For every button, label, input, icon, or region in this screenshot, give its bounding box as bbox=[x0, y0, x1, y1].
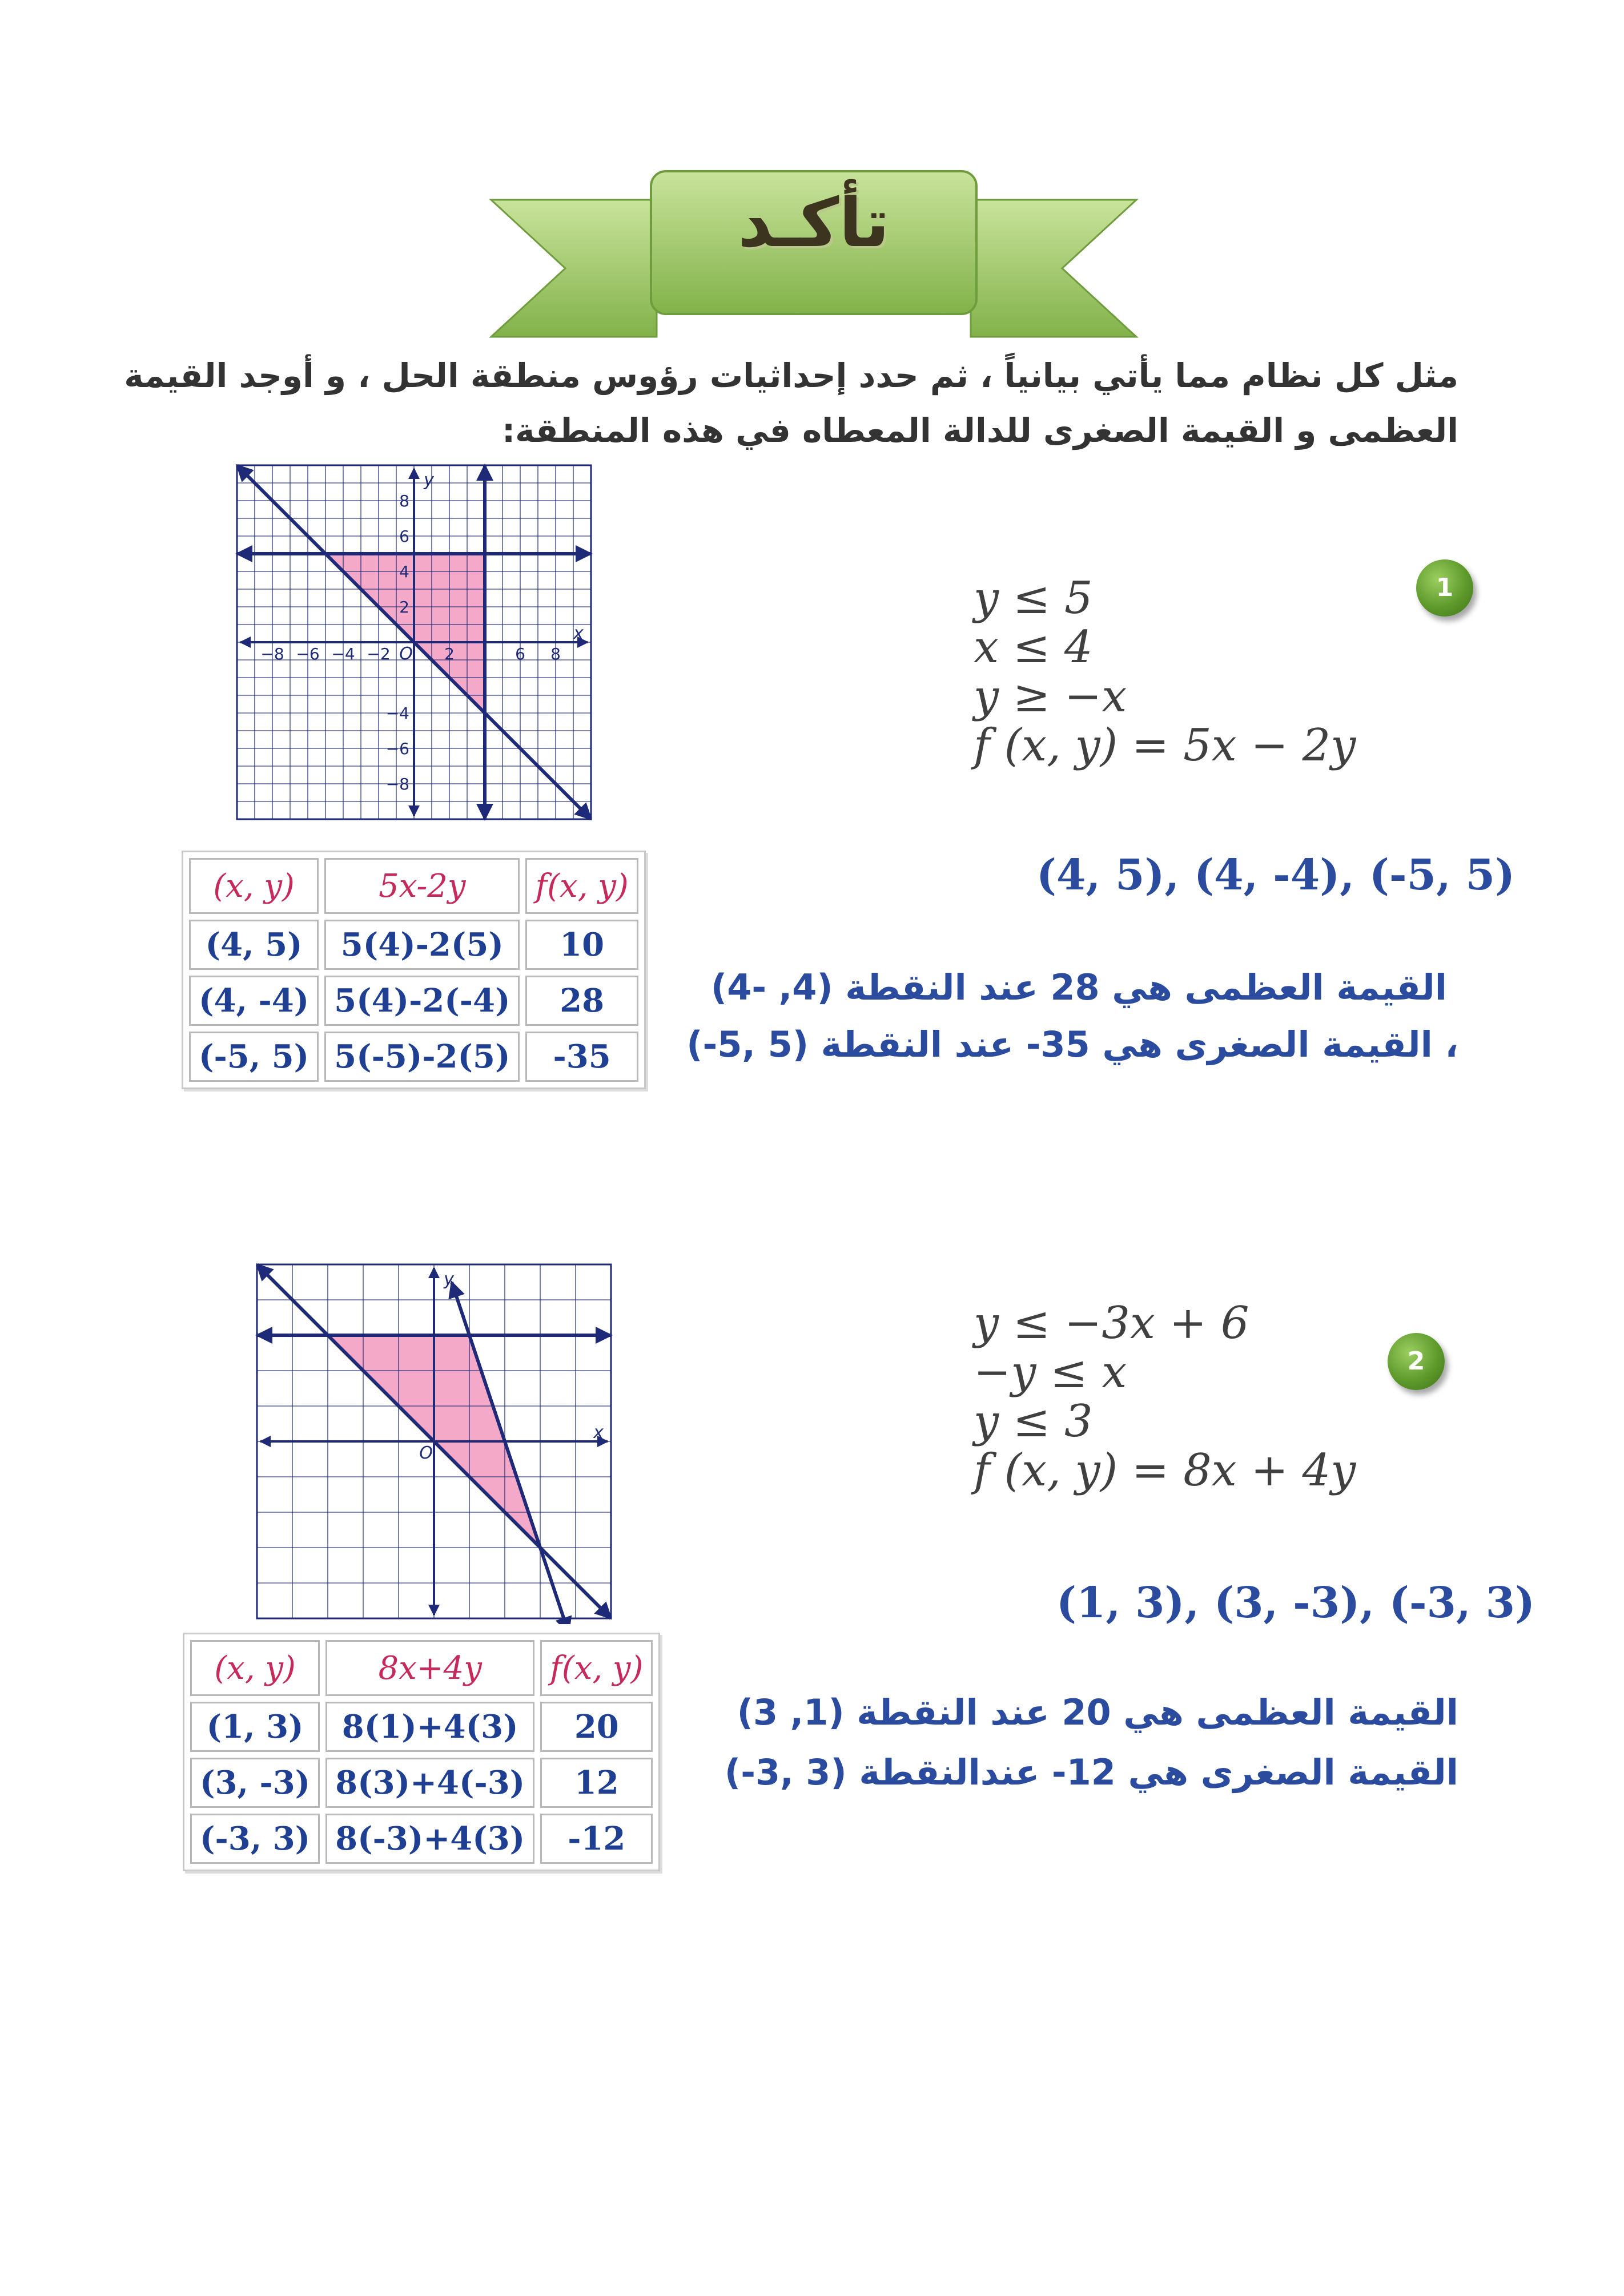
x-tick-label: −8 bbox=[260, 645, 284, 663]
problem-2-max: القيمة العظمى هي 20 عند النقطة (1, 3) bbox=[737, 1691, 1458, 1733]
y-tick-label: −6 bbox=[385, 739, 409, 758]
inequality: y ≤ 5 bbox=[974, 573, 1093, 624]
table-cell: (1, 3) bbox=[190, 1702, 320, 1752]
table-cell: 5(4)-2(-4) bbox=[324, 976, 520, 1026]
x-tick-label: 6 bbox=[515, 645, 525, 663]
table-row bbox=[189, 976, 638, 1026]
table-cell: (3, -3) bbox=[190, 1758, 320, 1808]
problem-2-badge: 2 bbox=[1388, 1333, 1445, 1390]
inequality: x ≤ 4 bbox=[974, 622, 1093, 673]
problem-1-max: القيمة العظمى هي 28 عند النقطة (4, -4) bbox=[710, 966, 1447, 1008]
graph-problem-1 bbox=[231, 460, 597, 825]
x-axis-label: x bbox=[593, 1423, 604, 1443]
x-axis-label: x bbox=[573, 623, 584, 643]
table-cell: 8(-3)+4(3) bbox=[325, 1814, 534, 1864]
y-tick-label: 4 bbox=[399, 562, 409, 581]
inequality: y ≥ −x bbox=[974, 671, 1127, 722]
x-tick-label: −4 bbox=[331, 645, 355, 663]
y-tick-label: −4 bbox=[385, 704, 409, 723]
table-header-row bbox=[190, 1640, 653, 1696]
y-tick-label: 8 bbox=[399, 492, 409, 510]
inequality: y ≤ 3 bbox=[974, 1396, 1093, 1447]
table-row bbox=[190, 1702, 653, 1752]
problem-2-vertices: (1, 3), (3, -3), (-3, 3) bbox=[1056, 1578, 1535, 1628]
objective-function: f (x, y) = 8x + 4y bbox=[974, 1445, 1356, 1496]
table-header: (x, y) bbox=[190, 1640, 320, 1696]
table-row bbox=[189, 920, 638, 970]
table-cell: (-5, 5) bbox=[189, 1032, 319, 1082]
table-row bbox=[190, 1814, 653, 1864]
problem-1-vertices: (4, 5), (4, -4), (-5, 5) bbox=[1036, 851, 1516, 900]
objective-function: f (x, y) = 5x − 2y bbox=[974, 720, 1356, 771]
origin-label: O bbox=[419, 1443, 433, 1463]
x-tick-label: −6 bbox=[296, 645, 320, 663]
table-cell: -12 bbox=[540, 1814, 653, 1864]
problem-1-min: ، القيمة الصغرى هي 35- عند النقطة (5 ,5-) bbox=[686, 1024, 1458, 1065]
graph-problem-2 bbox=[251, 1259, 617, 1624]
table-cell: 8(1)+4(3) bbox=[325, 1702, 534, 1752]
table-cell: 10 bbox=[525, 920, 638, 970]
table-row bbox=[190, 1758, 653, 1808]
table-header: 5x-2y bbox=[324, 858, 520, 914]
instructions: مثل كل نظام مما يأتي بيانياً ، ثم حدد إحداثيات رؤوس منطقة الحل ، و أوجد القيمة العظمى و القيمة الصغرى للدالة المعطاه في هذه المنطقة: bbox=[124, 356, 1458, 450]
y-tick-label: 6 bbox=[399, 527, 409, 546]
table-header: f(x, y) bbox=[540, 1640, 653, 1696]
table-cell: 5(-5)-2(5) bbox=[324, 1032, 520, 1082]
table-cell: (4, -4) bbox=[189, 976, 319, 1026]
y-axis-label: y bbox=[424, 470, 434, 490]
table-header: (x, y) bbox=[189, 858, 319, 914]
origin-label: O bbox=[399, 644, 413, 664]
problem-1-system bbox=[974, 574, 1356, 770]
table-cell: 12 bbox=[540, 1758, 653, 1808]
problem-2-min: القيمة الصغرى هي 12- عندالنقطة (3 ,3-) bbox=[724, 1751, 1458, 1793]
table-cell: 20 bbox=[540, 1702, 653, 1752]
table-header: f(x, y) bbox=[525, 858, 638, 914]
problem-1-badge: 1 bbox=[1416, 559, 1473, 617]
problem-2-table bbox=[183, 1633, 660, 1871]
problem-2-system bbox=[974, 1299, 1356, 1495]
y-axis-label: y bbox=[444, 1270, 454, 1290]
table-cell: (-3, 3) bbox=[190, 1814, 320, 1864]
y-tick-label: −8 bbox=[385, 775, 409, 793]
inequality: −y ≤ x bbox=[974, 1347, 1127, 1398]
table-cell: 28 bbox=[525, 976, 638, 1026]
banner bbox=[485, 166, 1142, 354]
table-cell: (4, 5) bbox=[189, 920, 319, 970]
banner-title: تأكـد bbox=[738, 183, 890, 262]
table-cell: 5(4)-2(5) bbox=[324, 920, 520, 970]
inequality: y ≤ −3x + 6 bbox=[974, 1298, 1249, 1349]
table-header: 8x+4y bbox=[325, 1640, 534, 1696]
x-tick-label: −2 bbox=[367, 645, 391, 663]
table-cell: 8(3)+4(-3) bbox=[325, 1758, 534, 1808]
x-tick-label: 2 bbox=[444, 645, 455, 663]
table-row bbox=[189, 1032, 638, 1082]
y-tick-label: 2 bbox=[399, 598, 409, 617]
x-tick-label: 8 bbox=[550, 645, 561, 663]
table-cell: -35 bbox=[525, 1032, 638, 1082]
table-header-row bbox=[189, 858, 638, 914]
problem-1-table bbox=[182, 851, 646, 1089]
